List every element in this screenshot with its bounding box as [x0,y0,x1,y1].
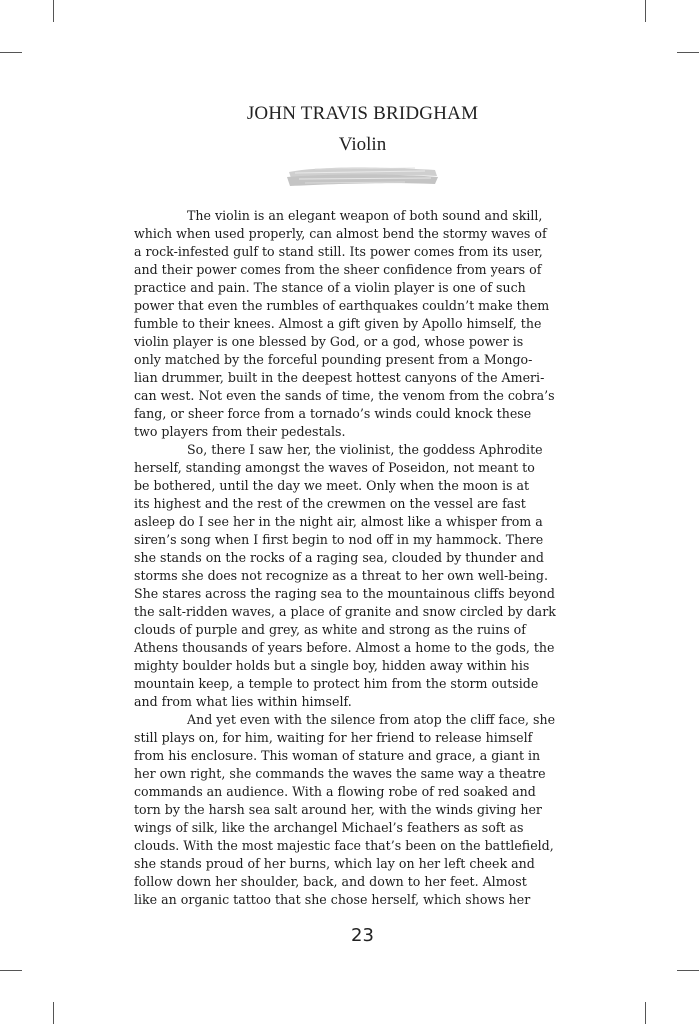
text-line: power that even the rumbles of earthquakes couldn’t make them [134,298,550,313]
text-line: The violin is an elegant weapon of both sound and skill, [187,208,543,223]
text-line: mighty boulder holds but a single boy, hidden away within his [134,658,530,673]
crop-mark-top-right [645,0,646,22]
text-line: which when used properly, can almost bend the stormy waves of [134,226,547,241]
text-line: two players from their pedestals. [134,424,346,439]
text-line: her own right, she commands the waves the same way a theatre [134,766,546,781]
paragraph [134,441,592,711]
crop-mark-left-top [0,52,22,53]
text-line: And yet even with the silence from atop the cliff face, she [187,712,556,727]
text-line: violin player is one blessed by God, or a god, whose power is [134,334,524,349]
text-line: and their power comes from the sheer confidence from years of [134,262,542,277]
text-line: the salt-ridden waves, a place of granite and snow circled by dark [134,604,556,619]
text-line: still plays on, for him, waiting for her friend to release himself [134,730,533,745]
text-line: fumble to their knees. Almost a gift given by Apollo himself, the [134,316,542,331]
crop-mark-top-left [53,0,54,22]
text-line: wings of silk, like the archangel Michael’s feathers as soft as [134,820,524,835]
text-line: practice and pain. The stance of a violin player is one of such [134,280,526,295]
text-line: and from what lies within himself. [134,694,352,709]
text-line: So, there I saw her, the violinist, the goddess Aphrodite [187,442,543,457]
text-line: storms she does not recognize as a threat to her own well-being. [134,568,548,583]
crop-mark-right-bottom [677,970,699,971]
text-line: lian drummer, built in the deepest hottest canyons of the Ameri- [134,370,545,385]
text-line: like an organic tattoo that she chose herself, which shows her [134,892,531,907]
text-line: only matched by the forceful pounding present from a Mongo- [134,352,533,367]
text-line: commands an audience. With a flowing robe of red soaked and [134,784,536,799]
piece-title: Violin [338,134,387,155]
text-line: fang, or sheer force from a tornado’s winds could knock these [134,406,532,421]
text-line: She stares across the raging sea to the mountainous cliffs beyond [134,586,555,601]
paragraph [134,207,592,441]
crop-mark-bottom-left [53,1002,54,1024]
text-line: follow down her shoulder, back, and down to her feet. Almost [134,874,527,889]
text-line: torn by the harsh sea salt around her, with the winds giving her [134,802,542,817]
author-name: JOHN TRAVIS BRIDGHAM [246,103,479,124]
crop-mark-left-bottom [0,970,22,971]
crop-mark-bottom-right [645,1002,646,1024]
text-line: a rock-infested gulf to stand still. Its power comes from its user, [134,244,543,259]
brush-stroke-divider-icon [285,164,440,190]
text-line: Athens thousands of years before. Almost a home to the gods, the [134,640,555,655]
text-line: clouds. With the most majestic face that’s been on the battlefield, [134,838,554,853]
crop-mark-right-top [677,52,699,53]
text-line: asleep do I see her in the night air, almost like a whisper from a [134,514,543,529]
text-line: mountain keep, a temple to protect him from the storm outside [134,676,539,691]
text-line: herself, standing amongst the waves of Poseidon, not meant to [134,460,535,475]
text-line: clouds of purple and grey, as white and strong as the ruins of [134,622,526,637]
paragraph [134,711,592,909]
text-line: its highest and the rest of the crewmen on the vessel are fast [134,496,526,511]
text-line: she stands proud of her burns, which lay on her left cheek and [134,856,535,871]
text-line: she stands on the rocks of a raging sea, clouded by thunder and [134,550,544,565]
text-line: can west. Not even the sands of time, the venom from the cobra’s [134,388,555,403]
text-line: be bothered, until the day we meet. Only when the moon is at [134,478,530,493]
body-text [134,207,592,909]
page-number: 23 [351,925,374,946]
text-line: siren’s song when I first begin to nod off in my hammock. There [134,532,544,547]
text-line: from his enclosure. This woman of stature and grace, a giant in [134,748,541,763]
